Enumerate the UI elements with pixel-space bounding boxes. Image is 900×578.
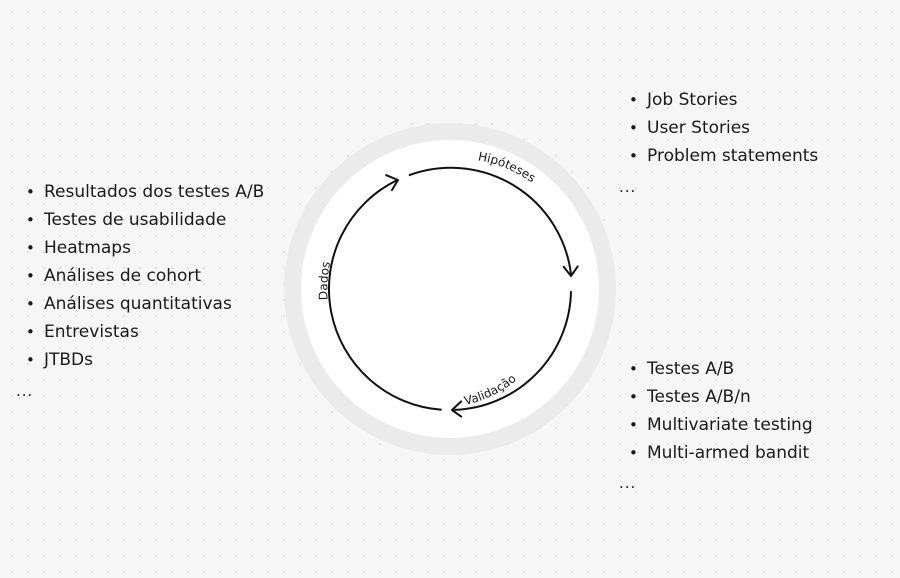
list-more-indicator: ... <box>16 382 34 400</box>
list-item: • Testes A/B/n <box>627 383 813 411</box>
list-item: • Heatmaps <box>24 234 264 262</box>
list-more-indicator: ... <box>619 178 637 196</box>
list-item: • Análises quantitativas <box>24 290 264 318</box>
list-more-indicator: ... <box>619 474 637 492</box>
label-validation: Validação <box>462 371 519 408</box>
list-item: • Entrevistas <box>24 318 264 346</box>
list-item: • User Stories <box>627 114 818 142</box>
list-item: • JTBDs <box>24 346 264 374</box>
list-item: • Multi-armed bandit <box>627 439 813 467</box>
list-item: • Problem statements <box>627 142 818 170</box>
list-item: • Análises de cohort <box>24 262 264 290</box>
list-item: • Job Stories <box>627 86 818 114</box>
list-item: • Resultados dos testes A/B <box>24 178 264 206</box>
data-sources-list <box>24 178 264 374</box>
label-data: Dados <box>316 260 334 301</box>
list-item: • Testes de usabilidade <box>24 206 264 234</box>
hypotheses-formats-list <box>627 86 818 170</box>
label-hypotheses: Hipóteses <box>477 149 539 186</box>
inner-disc <box>301 140 599 438</box>
list-item: • Testes A/B <box>627 355 813 383</box>
validation-methods-list <box>627 355 813 467</box>
list-item: • Multivariate testing <box>627 411 813 439</box>
